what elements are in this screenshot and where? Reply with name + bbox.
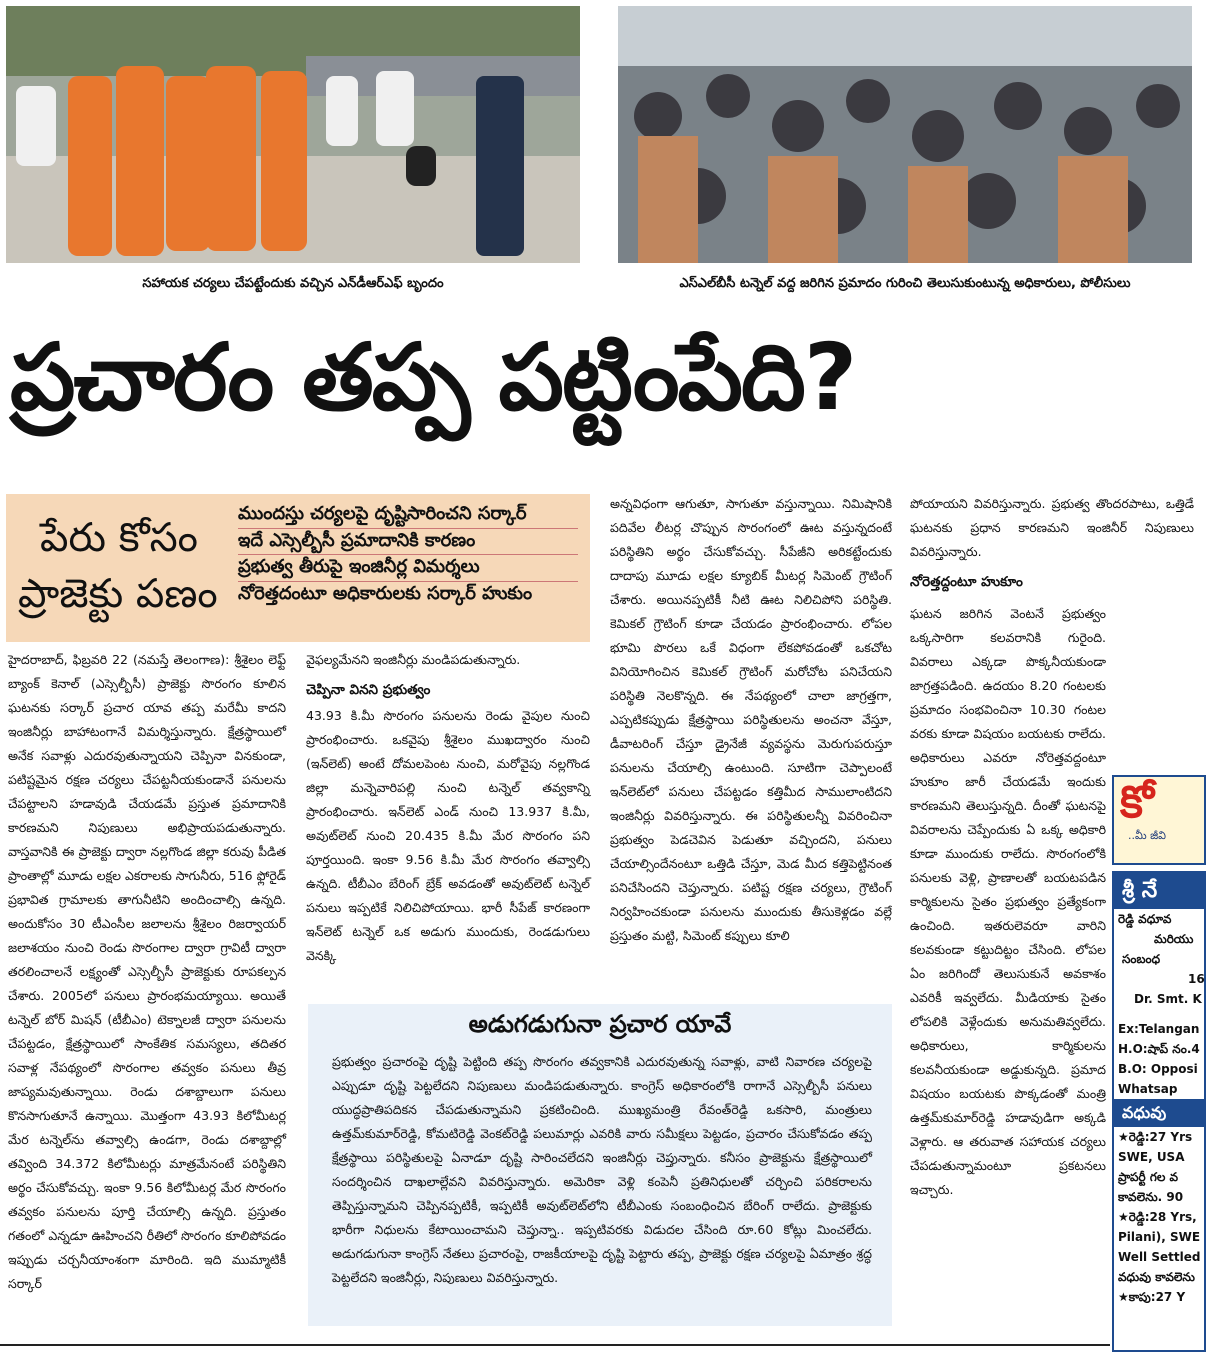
ndrf-team-image <box>6 6 580 263</box>
inset-box-text: ప్రభుత్వం ప్రచారంపై దృష్టి పెట్టింది తప్ప సొరంగం తవ్వకానికి ఎదురవుతున్న సవాళ్లు, వాటి నివారణ చర్యలపై ఎప్పుడూ దృష్టి పెట్టలేదని నిపుణులు మండిపడుతున్నారు. కాంగ్రెస్ అధికారంలోకి రాగానే ఎస్సెల్బీసీ పనులు యుద్ధప్రాతిపదికన చేపడుతున్నామని ప్రకటించింది. ముఖ్యమంత్రి రేవంత్‌రెడ్డి ఒకసారి, మంత్రులు ఉత్తమ్‌కుమార్‌రెడ్డి, కోమటిరెడ్డి వెంకట్‌రెడ్డి పలుమార్లు ఎవరికి వారు సమీక్షలు పెట్టడం, ప్రచారం చేసుకోవడం తప్ప క్షేత్రస్థాయి పరిస్థితులపై ఏనాడూ దృష్టి సారించలేదని ఇంజినీర్లు చెప్తున్నారు. కనీసం ప్రాజెక్టును క్షేత్రస్థాయిలో సందర్శించిన దాఖలాల్లేవని వివరిస్తున్నారు. అమెరికా వెళ్లి కంపెనీ ప్రతినిధులతో చర్చించి పరికరాలను తెప్పిస్తున్నామని చెప్పినప్పటికీ, ఇప్పటికీ అవుట్‌లెట్‌లోని టీబీఎంకు సంబంధించిన బేరింగ్ రాలేదు. ప్రాజెక్టుకు భారీగా నిధులను కేటాయించామని చెప్తున్నా.. ఇప్పటివరకు విడుదల చేసింది రూ.60 కోట్లు మించలేదు. అడుగడుగునా కాంగ్రెస్ నేతలు ప్రచారంపై, రాజకీయాలపై దృష్టి పెట్టారు తప్ప, ప్రాజెక్టు రక్షణ చర్యలపై ఏమాత్రం శ్రద్ధ పెట్టలేదని ఇంజినీర్లు, నిపుణులు వివరిస్తున్నారు. <box>332 1054 872 1285</box>
ad-entry: SWE, USA <box>1118 1150 1185 1164</box>
caption-right: ఎస్‌ఎల్‌బీసీ టన్నెల్ వద్ద జరిగిన ప్రమాదం గురించి తెలుసుకుంటున్న అధికారులు, పోలీసులు <box>679 276 1131 291</box>
bottom-rule <box>0 1344 1110 1346</box>
ad-matrimony-band: వధువు <box>1114 1099 1204 1127</box>
ad-line: రెడ్డి వధూవ <box>1118 912 1172 926</box>
officials-crowd-image <box>618 6 1192 263</box>
ad-entry: Pilani), SWE <box>1118 1230 1201 1244</box>
column-4-text: ఘటన జరిగిన వెంటనే ప్రభుత్వం ఒక్కసారిగా కలవరానికి గురైంది. వివరాలు ఎక్కడా పొక్కనీయకుండా జాగ్రత్తపడింది. ఉదయం 8.20 గంటలకు ప్రమాదం సంభవించినా 10.30 గంటల వరకు కూడా విషయం బయటకు రాలేదు. అధికారులు ఎవరూ నోరెత్తవద్దంటూ హుకూం జారీ చేయడమే ఇందుకు కారణమని తెలుస్తున్నది. దీంతో ఘటనపై వివరాలను చెప్పేందుకు ఏ ఒక్క అధికారి కూడా ముందుకు రాలేదు. సొరంగంలోకి పనులకు వెళ్లి, ప్రాణాలతో బయటపడిన కార్మికులను సైతం ప్రభుత్వం ప్రత్యేకంగా ఉంచింది. ఇతరులెవరూ వారిని కలవకుండా కట్టుదిట్టం చేసింది. లోపల ఏం జరిగిందో తెలుసుకునే అవకాశం ఎవరికీ ఇవ్వలేదు. మీడియాకు సైతం లోపలికి వెళ్లేందుకు అనుమతివ్వలేదు. అధికారులు, కార్మికులను కలవనీయకుండా అడ్డుకున్నది. ప్రమాద విషయం బయటకు పొక్కడంతో మంత్రి ఉత్తమ్‌కుమార్‌రెడ్డి హడావుడిగా అక్కడి వెళ్లారు. ఆ తరువాత సహాయక చర్యలు చేపడుతున్నామంటూ ప్రకటనలు ఇచ్చారు. <box>910 606 1106 1197</box>
article-column-1 <box>8 648 286 1338</box>
ad-entry: ★రెడ్డి:28 Yrs, <box>1118 1210 1197 1224</box>
column-4-intro: పోయాయని వివరిస్తున్నారు. ప్రభుత్వ తొందరపాటు, ఒత్తిడే ఘటనకు ప్రధాన కారణమని ఇంజినీర్ నిపుణులు వివరిస్తున్నారు. <box>910 496 1194 559</box>
ad-matrimony-header: శ్రీ నే <box>1114 873 1204 909</box>
column-2-text: 43.93 కి.మీ సొరంగం పనులను రెండు వైపుల నుంచి ప్రారంభించారు. ఒకవైపు శ్రీశైలం ముఖద్వారం నుంచి (ఇన్‌లెట్) అంటే దోమలపెంట నుంచి, మరోవైపు నల్లగొండ జిల్లా మన్నెవారిపల్లి నుంచి టన్నెల్ తవ్వకాన్ని ప్రారంభించారు. ఇన్‌లెట్ ఎండ్ నుంచి 13.937 కి.మీ, అవుట్‌లెట్ నుంచి 20.435 కి.మీ మేర సొరంగం పని పూర్తయింది. ఇంకా 9.56 కి.మీ మేర సొరంగం తవ్వాల్సి ఉన్నది. టీబీఎం బేరింగ్ బ్రేక్ అవడంతో అవుట్‌లెట్ టన్నెల్ పనులు ఇప్పటికే నిలిచిపోయాయి. భారీ సీపేజ్ కారణంగా ఇన్‌లెట్ టన్నెల్ ఒక అడుగు ముందుకు, రెండడుగులు వెనక్కి <box>306 708 590 963</box>
ad-entry: వధువు కావలెను <box>1118 1270 1195 1284</box>
column-2-subhead: చెప్పినా వినని ప్రభుత్వం <box>306 682 431 698</box>
ad-line: B.O: Opposi <box>1118 1062 1198 1076</box>
deck <box>238 502 578 605</box>
ad-line: Ex:Telangan <box>1118 1022 1200 1036</box>
photo-ndrf-team <box>6 6 580 263</box>
ad-line: H.O:షాప్ నం.4 <box>1118 1042 1200 1056</box>
kicker-line-2: ప్రాజెక్టు పణం <box>18 571 218 617</box>
ad-line: Whatsap <box>1118 1082 1178 1096</box>
ad-banner-top-tagline: ..మీ జీవి <box>1128 829 1166 842</box>
ad-entry: ప్రాపర్టీ గల వ <box>1118 1170 1179 1184</box>
inset-box <box>308 1004 892 1326</box>
kicker-line-1: పేరు కోసం <box>40 515 198 561</box>
inset-box-title: అడుగడుగునా ప్రచార యావే <box>468 1010 732 1038</box>
column-3-text: అన్నవిధంగా ఆగుతూ, సాగుతూ వస్తున్నాయి. నిమిషానికి పదివేల లీటర్ల చొప్పున సొరంగంలో ఊట వస్తున్నదంటే పరిస్థితిని అర్థం చేసుకోవచ్చు. సీపేజీని అరికట్టేందుకు దాదాపు మూడు లక్షల క్యూబిక్ మీటర్ల సిమెంట్ గ్రౌటింగ్ చేశారు. అయినప్పటికీ నీటి ఊట నిలిచిపోని పరిస్థితి. కెమికల్ గ్రౌటింగ్ కూడా చేయడం ప్రారంభించారు. లోపల భూమి పొరలు ఒకే విధంగా లేకపోవడంతో ఒకచోట వినియోగించిన కెమికల్ గ్రౌటింగ్ మరోచోట పనిచేయని పరిస్థితి నెలకొన్నది. ఈ నేపథ్యంలో చాలా జాగ్రత్తగా, ఎప్పటికప్పుడు క్షేత్రస్థాయి పరిస్థితులను అంచనా వేస్తూ, డీవాటరింగ్ చేస్తూ డ్రైనేజీ వ్యవస్థను మెరుగుపరుస్తూ పనులను చేయాల్సి ఉంటుంది. సూటిగా చెప్పాలంటే ఇన్‌లెట్‌లో పనులు చేపట్టడం కత్తిమీద సాములాంటిదని ఇంజినీర్లు వివరిస్తున్నారు. ఈ పరిస్థితులన్నీ వివరించినా ప్రభుత్వం పెడచెవిన పెడుతూ వచ్చిందని, పనులు చేయాల్సిందేనంటూ ఒత్తిడి చేస్తూ, మెడ మీద కత్తిపెట్టినంత పనిచేసిందని చెప్తున్నారు. పటిష్ట రక్షణ చర్యలు, గ్రౌటింగ్ నిర్వహించకుండా పనులను ముందుకు తీసుకెళ్లడం వల్లే ప్రస్తుతం మట్టి, సిమెంట్ కప్పులు కూలి <box>610 496 892 943</box>
caption-left: సహాయక చర్యలు చేపట్టేందుకు వచ్చిన ఎన్‌డీఆర్‌ఎఫ్ బృందం <box>142 276 444 291</box>
deck-line-4: నోరెత్తదంటూ అధికారులకు సర్కార్ హుకుం <box>238 583 533 605</box>
headline: ప్రచారం తప్ప పట్టింపేది? <box>10 324 856 431</box>
column-1-text: హైదరాబాద్, ఫిబ్రవరి 22 (నమస్తే తెలంగాణ): శ్రీశైలం లెఫ్ట్ బ్యాంక్ కెనాల్ (ఎస్సెల్బీసీ) ప్రాజెక్టు సొరంగం కూలిన ఘటనకు సర్కార్ ప్రచార యావ తప్ప మరేమీ కాదని ఇంజినీర్లు బాహాటంగానే విమర్శిస్తున్నారు. క్షేత్రస్థాయిలో అనేక సవాళ్లు ఎదురవుతున్నాయని చెప్పినా వినకుండా, పటిష్టమైన రక్షణ చర్యలు చేపట్టనీయకుండానే పనులను చేపట్టాలని హడావుడి చేయడమే ప్రస్తుత ప్రమాదానికి కారణమని నిపుణులు అభిప్రాయపడుతున్నారు. వాస్తవానికి ఈ ప్రాజెక్టు ద్వారా నల్లగొండ జిల్లా కరువు పీడిత ప్రాంతాల్లో మూడు లక్షల ఎకరాలకు సాగునీరు, 516 ఫ్లోరైడ్ ప్రభావిత గ్రామాలకు తాగునీటిని అందించాల్సి ఉన్నది. అందుకోసం 30 టీఎంసీల జలాలను శ్రీశైలం రిజర్వాయర్ జలాశయం నుంచి రెండు సొరంగాల ద్వారా గ్రావిటీ ద్వారా తరలించాలనే లక్ష్యంతో ఎస్సెల్బీసీ ప్రాజెక్టుకు రూపకల్పన చేశారు. 2005లో పనులు ప్రారంభమయ్యాయి. అయితే టన్నెల్ బోర్ మిషన్ (టీబీఎం) టెక్నాలజీ ద్వారా పనులను చేపట్టడం, క్షేత్రస్థాయిలో సాంకేతిక సమస్యలు, తదితర సవాళ్ల నేపథ్యంలో సొరంగాల తవ్వకం పనులు తీవ్ర జాప్యమవుతున్నాయి. రెండు దశాబ్దాలుగా పనులు కొనసాగుతూనే ఉన్నాయి. మొత్తంగా 43.93 కిలోమీటర్ల మేర టన్నెల్‌ను తవ్వాల్సి ఉండగా, రెండు దశాబ్దాల్లో తవ్వింది 34.372 కిలోమీటర్లు మాత్రమేనంటే పరిస్థితిని అర్థం చేసుకోవచ్చు. ఇంకా 9.56 కిలోమీటర్ల మేర సొరంగం తవ్వకం పనులను పూర్తి చేయాల్సి ఉన్నది. ప్రస్తుతం గతంలో ఎన్నడూ ఊహించని రీతిలో సొరంగం కూలిపోవడం ఇప్పుడు చర్చనీయాంశంగా మారింది. ఇది ముమ్మాటికీ సర్కార్ <box>8 652 286 1291</box>
column-2-intro: వైఫల్యమేనని ఇంజినీర్లు మండిపడుతున్నారు. <box>306 652 521 667</box>
ad-banner-top <box>1112 775 1206 865</box>
column-4-subhead: నోరెత్తద్దంటూ హుకూం <box>910 574 1023 590</box>
kicker-box <box>6 494 590 642</box>
ad-line: సంబంధ <box>1122 952 1161 966</box>
ad-line: 16 <box>1188 972 1205 986</box>
article-column-3 <box>610 492 892 992</box>
photo-officials-crowd <box>618 6 1192 263</box>
ad-matrimony <box>1112 871 1206 1352</box>
ad-banner-top-logo: కో <box>1120 777 1154 828</box>
ad-entry: కావలెను. 90 <box>1118 1190 1184 1204</box>
deck-line-1: ముందస్తు చర్యలపై దృష్టిసారించని సర్కార్ <box>238 502 578 529</box>
deck-line-3: ప్రభుత్వ తీరుపై ఇంజినీర్ల విమర్శలు <box>238 555 578 582</box>
ad-line: Dr. Smt. K <box>1134 992 1202 1006</box>
ad-entry: Well Settled <box>1118 1250 1201 1264</box>
ad-entry: ★రెడ్డి:27 Yrs <box>1118 1130 1193 1144</box>
article-column-4-body <box>910 602 1106 1332</box>
article-column-2 <box>306 648 590 992</box>
ad-line: మరియు <box>1154 932 1194 946</box>
deck-line-2: ఇదే ఎస్సెల్బీసీ ప్రమాదానికి కారణం <box>238 529 578 556</box>
ad-entry: ★కాపు:27 Y <box>1118 1290 1186 1304</box>
